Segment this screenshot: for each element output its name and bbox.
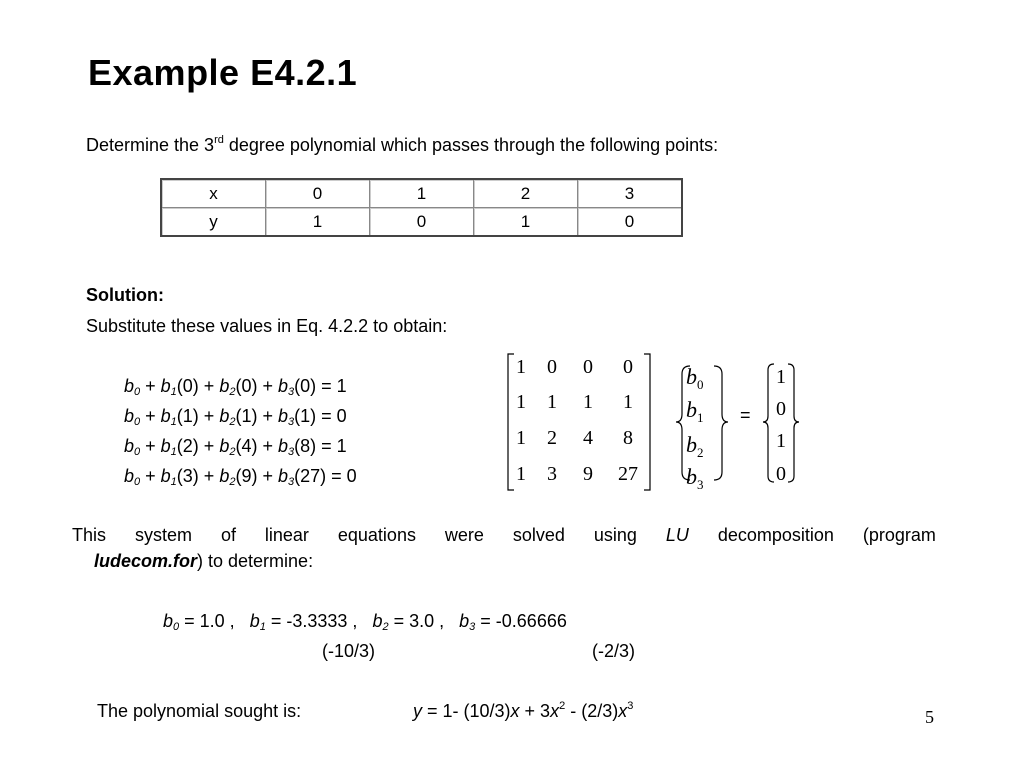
- intro-post: degree polynomial which passes through the following points:: [223, 135, 719, 155]
- slide-title: Example E4.2.1: [88, 52, 358, 93]
- b-vector-entry: $b_3$: [686, 464, 704, 492]
- matrix-cell: 1: [516, 463, 526, 485]
- matrix-right-bracket: [644, 354, 650, 490]
- lu-word: of: [220, 525, 236, 545]
- rhs-entry: 0: [776, 463, 786, 485]
- lu-line-2: [94, 551, 313, 572]
- b-vector-entry: $b_1$: [686, 397, 704, 425]
- equation-line: $b_0 + b_1(2) + b_2(4) + b_3(8) = 1$: [124, 436, 347, 458]
- lu-word: This: [72, 525, 107, 545]
- table-cell: 0: [578, 208, 683, 237]
- intro-text: [86, 135, 718, 156]
- fraction-b3: (-2/3): [592, 641, 636, 661]
- matrix-cell: 0: [583, 356, 593, 378]
- matrix-cell: 8: [623, 427, 633, 449]
- eq-arg: (2): [176, 436, 199, 456]
- rhs-entry: 0: [776, 398, 786, 420]
- result-b3: = -0.66666: [475, 611, 567, 631]
- matrix-equation: [500, 350, 800, 495]
- table-cell: 0: [266, 179, 370, 208]
- matrix-cell: 4: [583, 427, 593, 449]
- eq-rhs: = 0: [326, 466, 357, 486]
- b-vector-entry: $b_0$: [686, 364, 704, 392]
- eq-arg: (1): [176, 406, 199, 426]
- eq-arg: (0): [294, 376, 317, 396]
- lu-word: equations: [337, 525, 416, 545]
- eq-arg: (0): [176, 376, 199, 396]
- equation-line: $b_0 + b_1(1) + b_2(1) + b_3(1) = 0$: [124, 406, 347, 428]
- table-cell: 3: [578, 179, 683, 208]
- table-row: [161, 179, 682, 208]
- polynomial-label: The polynomial sought is:: [97, 701, 302, 721]
- table-row: [161, 208, 682, 237]
- matrix-cell: 2: [547, 427, 557, 449]
- result-b2: = 3.0 ,: [388, 611, 445, 631]
- intro-pre: Determine the 3: [86, 135, 215, 155]
- table-cell: y: [161, 208, 266, 237]
- lu-line-2-text: ) to determine:: [197, 551, 314, 571]
- result-b1: = -3.3333 ,: [265, 611, 358, 631]
- table-cell: 1: [370, 179, 474, 208]
- eq-rhs: = 1: [316, 436, 347, 456]
- matrix-cell: 1: [516, 391, 526, 413]
- matrix-cell: 1: [623, 391, 633, 413]
- lu-word: system: [134, 525, 192, 545]
- lu-word: solved: [512, 525, 565, 545]
- intro-sup: rd: [214, 134, 224, 146]
- matrix-cell: 9: [583, 463, 593, 485]
- lu-word: using: [593, 525, 637, 545]
- equation-line: $b_0 + b_1(3) + b_2(9) + b_3(27) = 0$: [124, 466, 357, 488]
- matrix-cell: 1: [547, 391, 557, 413]
- matrix-cell: 1: [516, 427, 526, 449]
- lu-line-1: [72, 525, 936, 546]
- eq-arg: (3): [176, 466, 199, 486]
- eq-rhs: = 0: [316, 406, 347, 426]
- lu-word: decomposition: [717, 525, 834, 545]
- matrix-cell: 1: [516, 356, 526, 378]
- lu-word: were: [444, 525, 484, 545]
- table-cell: x: [161, 179, 266, 208]
- matrix-equals: =: [740, 405, 751, 425]
- eq-rhs: = 1: [316, 376, 347, 396]
- equation-line: $b_0 + b_1(0) + b_2(0) + b_3(0) = 1$: [124, 376, 347, 398]
- matrix-cell: 0: [547, 356, 557, 378]
- eq-arg: (1): [235, 406, 258, 426]
- results-line: $b_0 = 1.0$ , $b_1 = -3.3333$ , $b_2 = 3.0$ , $b_3 = -0.66666$: [163, 611, 567, 633]
- solution-label: Solution:: [86, 285, 164, 305]
- eq-arg: (9): [235, 466, 258, 486]
- substitute-text: Substitute these values in Eq. 4.2.2 to obtain:: [86, 316, 448, 336]
- eq-arg: (0): [235, 376, 258, 396]
- page-number: 5: [925, 707, 934, 727]
- points-table: [160, 178, 683, 237]
- lu-word: LU: [665, 525, 689, 545]
- program-name: ludecom.for: [94, 551, 198, 571]
- result-b0: = 1.0 ,: [179, 611, 235, 631]
- rhs-entry: 1: [776, 366, 786, 388]
- eq-arg: (8): [294, 436, 317, 456]
- eq-arg: (27): [294, 466, 327, 486]
- matrix-cell: 3: [547, 463, 557, 485]
- matrix-cell: 27: [618, 463, 638, 485]
- polynomial-expression: y = 1- $(10/3)x + 3x^2 - (2/3)x^3$: [413, 700, 634, 721]
- lu-word: linear: [264, 525, 309, 545]
- lu-word: (program: [862, 525, 936, 545]
- table-cell: 2: [474, 179, 578, 208]
- fraction-b1: (-10/3): [322, 641, 376, 661]
- table-cell: 0: [370, 208, 474, 237]
- table-cell: 1: [474, 208, 578, 237]
- eq-arg: (1): [294, 406, 317, 426]
- matrix-cell: 0: [623, 356, 633, 378]
- eq-arg: (4): [235, 436, 258, 456]
- b-vector-entry: $b_2$: [686, 432, 704, 460]
- rhs-entry: 1: [776, 430, 786, 452]
- vector-right-brace: [714, 366, 728, 480]
- matrix-cell: 1: [583, 391, 593, 413]
- table-cell: 1: [266, 208, 370, 237]
